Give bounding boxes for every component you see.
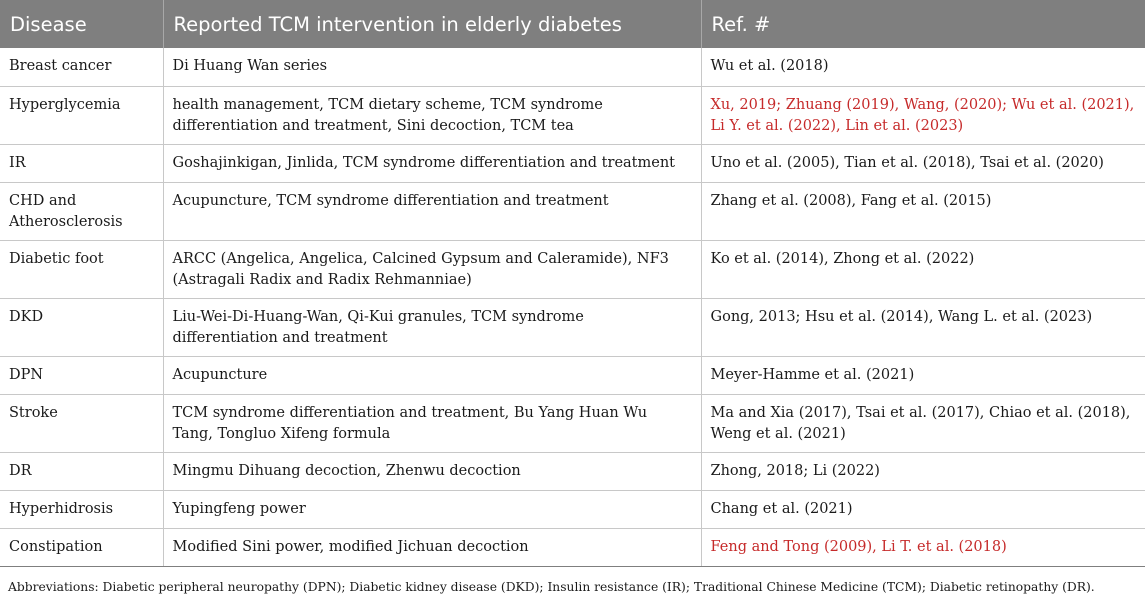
disease-cell: Diabetic foot [0, 240, 163, 298]
disease-cell: Constipation [0, 528, 163, 566]
header-intervention: Reported TCM intervention in elderly diabetes [163, 0, 701, 48]
disease-cell: Hyperglycemia [0, 86, 163, 144]
disease-cell: DPN [0, 356, 163, 394]
table-row [0, 182, 1145, 240]
disease-cell: Stroke [0, 394, 163, 452]
ref-cell: Ko et al. (2014), Zhong et al. (2022) [701, 240, 1145, 298]
table-row [0, 86, 1145, 144]
intervention-cell: Modified Sini power, modified Jichuan decoction [163, 528, 701, 566]
ref-cell: Zhong, 2018; Li (2022) [701, 452, 1145, 490]
disease-cell: CHD and Atherosclerosis [0, 182, 163, 240]
intervention-cell: Goshajinkigan, Jinlida, TCM syndrome differentiation and treatment [163, 144, 701, 182]
header-row [0, 0, 1145, 48]
table-row [0, 490, 1145, 528]
table-row [0, 452, 1145, 490]
disease-cell: Hyperhidrosis [0, 490, 163, 528]
ref-cell: Uno et al. (2005), Tian et al. (2018), Tsai et al. (2020) [701, 144, 1145, 182]
table-row [0, 528, 1145, 566]
table-row [0, 394, 1145, 452]
disease-cell: Breast cancer [0, 48, 163, 86]
intervention-cell: Mingmu Dihuang decoction, Zhenwu decoction [163, 452, 701, 490]
intervention-cell: Acupuncture [163, 356, 701, 394]
table-row [0, 48, 1145, 86]
table-header [0, 0, 1145, 48]
ref-cell: Meyer-Hamme et al. (2021) [701, 356, 1145, 394]
table-row [0, 240, 1145, 298]
ref-cell: Gong, 2013; Hsu et al. (2014), Wang L. et al. (2023) [701, 298, 1145, 356]
table-body [0, 48, 1145, 566]
abbreviations-footnote: Abbreviations: Diabetic peripheral neuropathy (DPN); Diabetic kidney disease (DKD); Insulin resistance (IR); Traditional Chinese Medicine (TCM); Diabetic retinopathy (DR). [8, 580, 1095, 594]
intervention-cell: Yupingfeng power [163, 490, 701, 528]
ref-cell: Chang et al. (2021) [701, 490, 1145, 528]
table-row [0, 298, 1145, 356]
ref-cell: Zhang et al. (2008), Fang et al. (2015) [701, 182, 1145, 240]
ref-cell[interactable]: Xu, 2019; Zhuang (2019), Wang, (2020); Wu et al. (2021), Li Y. et al. (2022), Lin et al. (2023) [701, 86, 1145, 144]
intervention-cell: health management, TCM dietary scheme, TCM syndrome differentiation and treatment, Sini decoction, TCM tea [163, 86, 701, 144]
ref-cell: Wu et al. (2018) [701, 48, 1145, 86]
ref-cell[interactable]: Feng and Tong (2009), Li T. et al. (2018) [701, 528, 1145, 566]
intervention-cell: Di Huang Wan series [163, 48, 701, 86]
intervention-cell: TCM syndrome differentiation and treatment, Bu Yang Huan Wu Tang, Tongluo Xifeng formula [163, 394, 701, 452]
intervention-cell: ARCC (Angelica, Angelica, Calcined Gypsum and Caleramide), NF3 (Astragali Radix and Radix Rehmanniae) [163, 240, 701, 298]
intervention-cell: Acupuncture, TCM syndrome differentiation and treatment [163, 182, 701, 240]
intervention-cell: Liu-Wei-Di-Huang-Wan, Qi-Kui granules, TCM syndrome differentiation and treatment [163, 298, 701, 356]
header-disease: Disease [0, 0, 163, 48]
table-row [0, 144, 1145, 182]
header-ref: Ref. # [701, 0, 1145, 48]
disease-cell: IR [0, 144, 163, 182]
disease-cell: DR [0, 452, 163, 490]
disease-cell: DKD [0, 298, 163, 356]
ref-cell: Ma and Xia (2017), Tsai et al. (2017), Chiao et al. (2018), Weng et al. (2021) [701, 394, 1145, 452]
table-row [0, 356, 1145, 394]
